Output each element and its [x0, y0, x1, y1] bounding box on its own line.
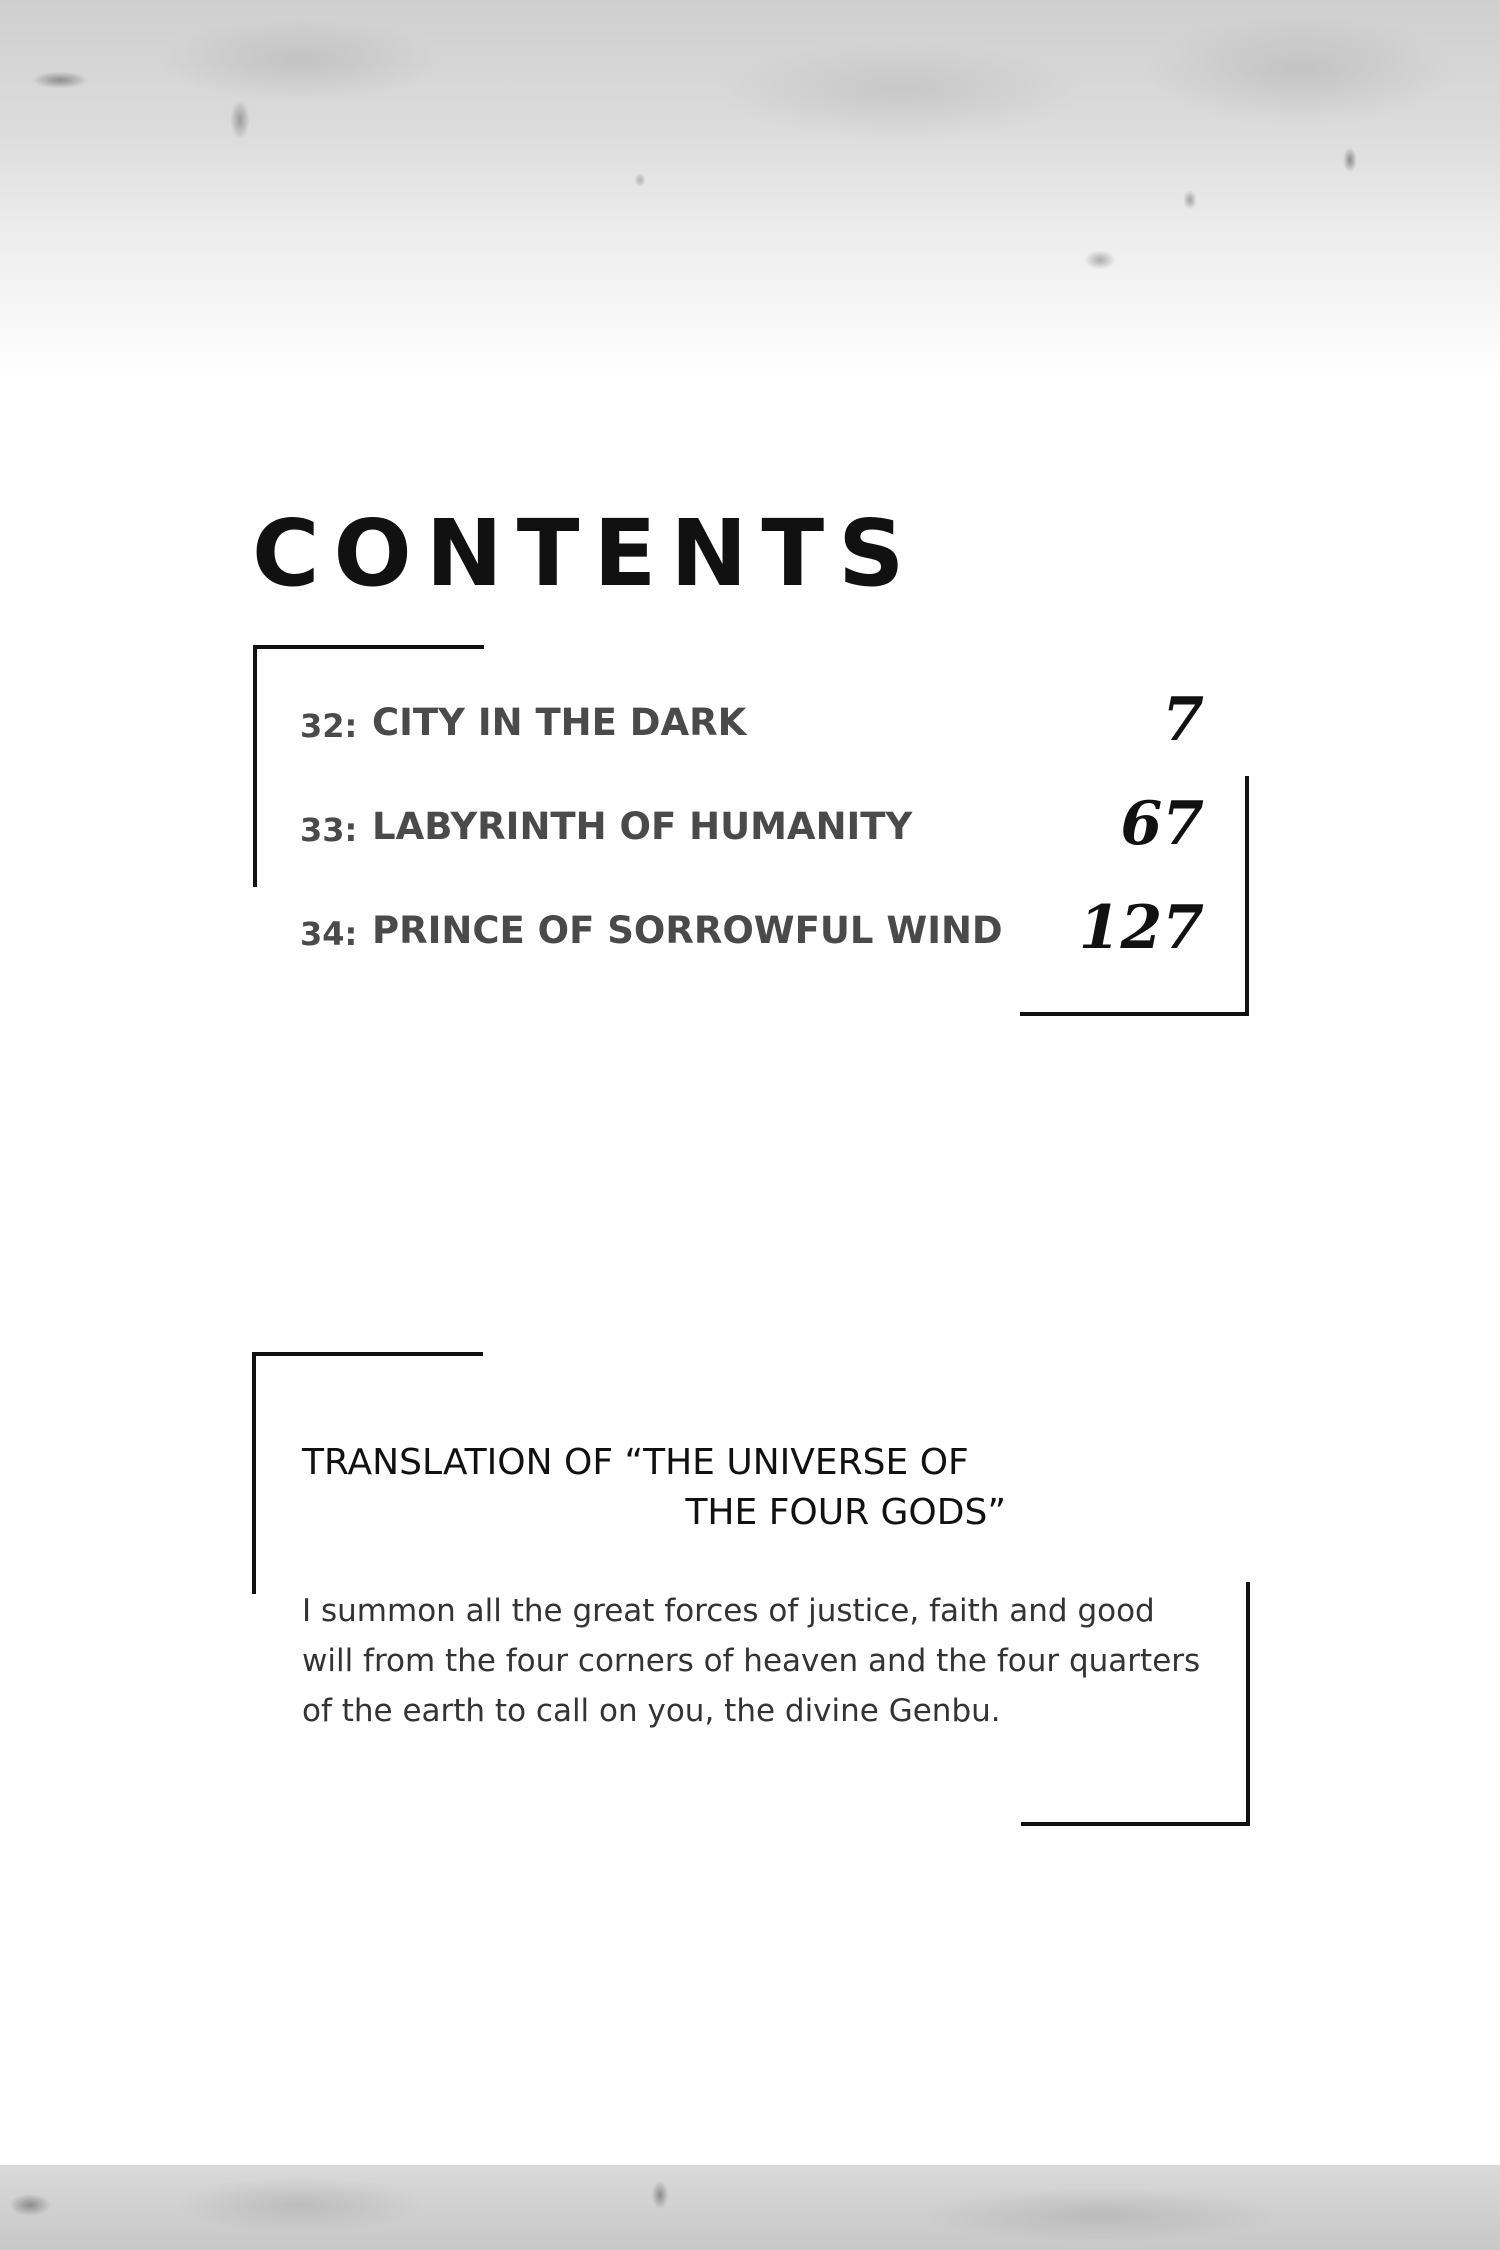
- toc-entry[interactable]: [300, 789, 1204, 893]
- contents-title: CONTENTS: [252, 500, 919, 607]
- chapter-number: 34:: [300, 915, 358, 953]
- chapter-number: 32:: [300, 707, 358, 745]
- chapter-title: CITY IN THE DARK: [372, 701, 747, 744]
- translation-heading-line1: TRANSLATION OF “THE UNIVERSE OF: [302, 1442, 969, 1483]
- translation-heading-line2: THE FOUR GODS”: [685, 1492, 1006, 1533]
- chapter-title: LABYRINTH OF HUMANITY: [372, 805, 913, 848]
- page-number: 67: [1120, 789, 1204, 859]
- translation-body: I summon all the great forces of justice, faith and good will from the four corners of heaven and the four quarters of the earth to call on you, the divine Genbu.: [302, 1593, 1201, 1729]
- paper-texture-top: [0, 0, 1500, 380]
- page-number: 7: [1162, 685, 1204, 755]
- chapter-number: 33:: [300, 811, 358, 849]
- page-number: 127: [1078, 893, 1204, 963]
- table-of-contents: [300, 685, 1204, 997]
- toc-entry[interactable]: [300, 685, 1204, 789]
- paper-texture-bottom: [0, 2165, 1500, 2250]
- chapter-title: PRINCE OF SORROWFUL WIND: [372, 909, 1003, 952]
- toc-entry[interactable]: [300, 893, 1204, 997]
- translation-heading: [302, 1438, 1022, 1538]
